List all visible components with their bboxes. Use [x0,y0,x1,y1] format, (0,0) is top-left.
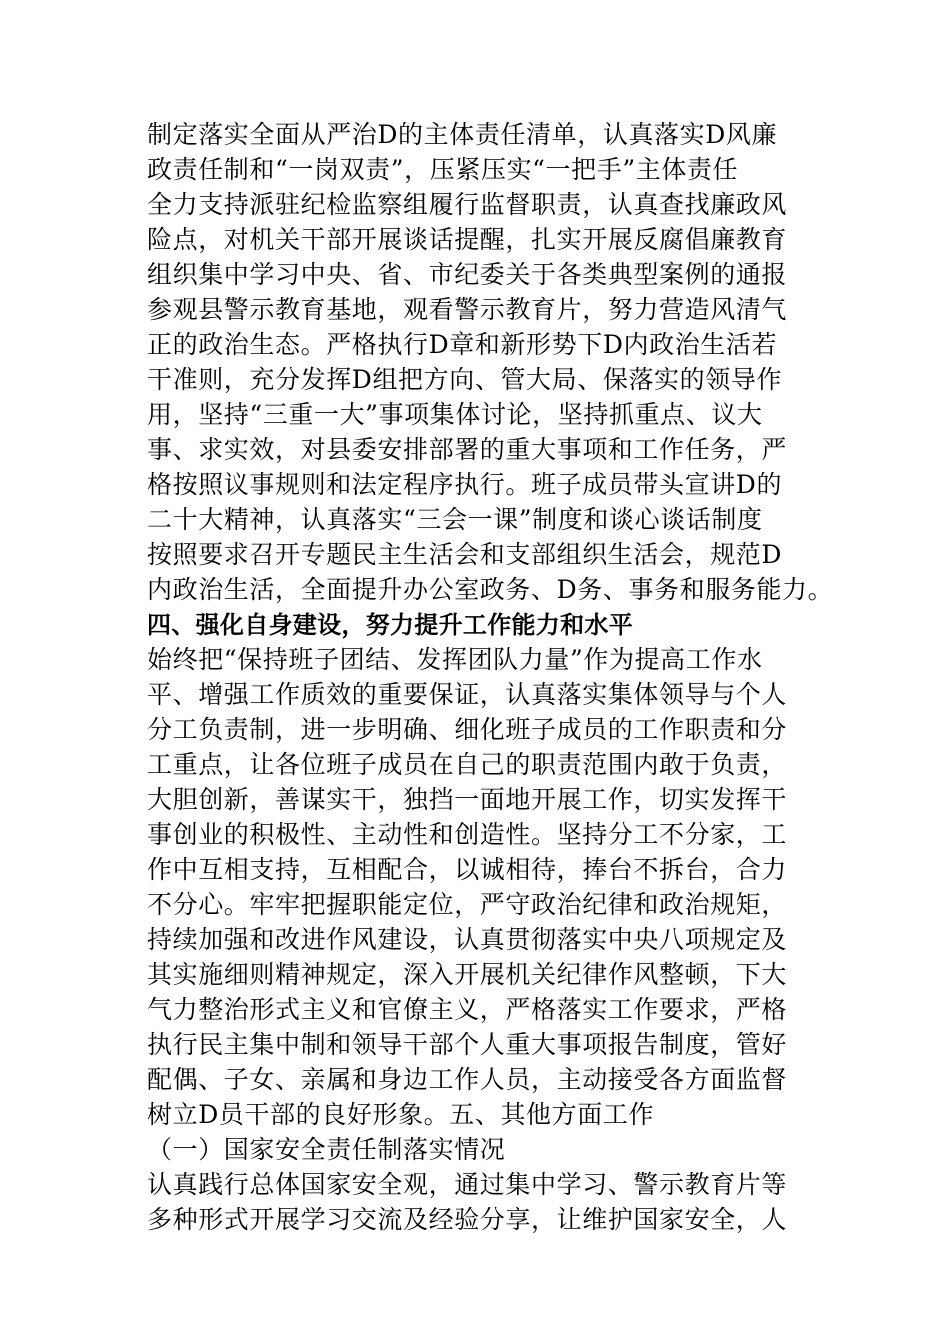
text-line: 按照要求召开专题民主生活会和支部组织生活会，规范D [147,540,783,569]
text-line: 工重点，让各位班子成员在自己的职责范围内敢于负责， [147,750,788,779]
text-line: 参观县警示教育基地，观看警示教育片，努力营造风清气 [147,295,788,324]
text-line: 事、求实效，对县委安排部署的重大事项和工作任务，严 [147,435,788,464]
text-line: 组织集中学习中央、省、市纪委关于各类典型案例的通报 [147,260,788,289]
text-line: 树立D员干部的良好形象。五、其他方面工作 [147,1100,655,1129]
text-line: 用，坚持“三重一大”事项集体讨论，坚持抓重点、议大 [147,400,763,429]
text-line: 配偶、子女、亲属和身边工作人员，主动接受各方面监督 [147,1065,788,1094]
subsection-heading: （一）国家安全责任制落实情况 [147,1135,506,1164]
text-line: 二十大精神，认真落实“三会一课”制度和谈心谈话制度 [147,505,763,534]
text-line: 平、增强工作质效的重要保证，认真落实集体领导与个人 [147,680,788,709]
text-line: 政责任制和“一岗双责”，压紧压实“一把手”主体责任 [147,155,739,184]
text-line: 认真践行总体国家安全观，通过集中学习、警示教育片等 [147,1170,788,1199]
text-line: 险点，对机关干部开展谈话提醒，扎实开展反腐倡廉教育 [147,225,788,254]
text-line: 格按照议事规则和法定程序执行。班子成员带头宣讲D的 [147,470,783,499]
text-line: 持续加强和改进作风建设，认真贯彻落实中央八项规定及 [147,925,788,954]
text-line: 事创业的积极性、主动性和创造性。坚持分工不分家，工 [147,820,788,849]
text-line: 执行民主集中制和领导干部个人重大事项报告制度，管好 [147,1030,788,1059]
text-line: 不分心。牢牢把握职能定位，严守政治纪律和政治规矩， [147,890,788,919]
text-line: 多种形式开展学习交流及经验分享，让维护国家安全，人 [147,1205,788,1234]
text-line: 干准则，充分发挥D组把方向、管大局、保落实的领导作 [147,365,783,394]
text-line: 其实施细则精神规定，深入开展机关纪律作风整顿，下大 [147,960,788,989]
text-line: 全力支持派驻纪检监察组履行监督职责，认真查找廉政风 [147,190,788,219]
text-line: 正的政治生态。严格执行D章和新形势下D内政治生活若 [147,330,778,359]
text-line: 分工负责制，进一步明确、细化班子成员的工作职责和分 [147,715,788,744]
text-line: 制定落实全面从严治D的主体责任清单，认真落实D风廉 [147,120,778,149]
text-line: 内政治生活，全面提升办公室政务、D务、事务和服务能力。 [147,575,834,604]
text-line: 作中互相支持，互相配合，以诚相待，捧台不拆台，合力 [147,855,788,884]
text-line: 气力整治形式主义和官僚主义，严格落实工作要求，严格 [147,995,788,1024]
text-line: 始终把“保持班子团结、发挥团队力量”作为提高工作水 [147,645,763,674]
section-heading: 四、强化自身建设，努力提升工作能力和水平 [147,611,633,639]
text-line: 大胆创新，善谋实干，独挡一面地开展工作，切实发挥干 [147,785,788,814]
